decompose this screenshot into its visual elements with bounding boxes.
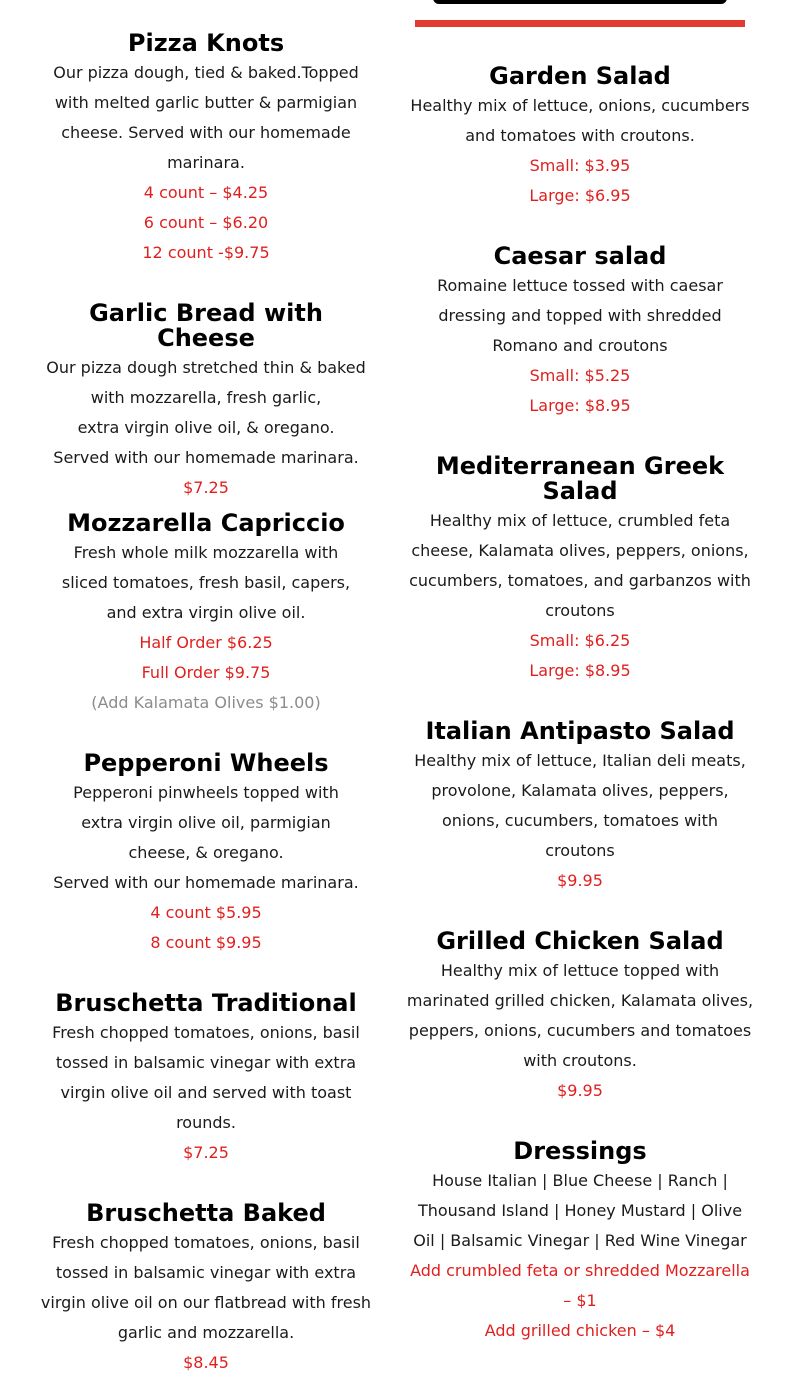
item-title: Pizza Knots [127,29,285,57]
menu-item [404,1139,756,1346]
desc-line: cheese, & oregano. [128,843,284,862]
item-description [404,746,756,866]
menu-item [404,244,756,421]
desc-line: extra virgin olive oil, & oregano. [77,418,335,437]
price-line: 4 count $5.95 [150,903,262,922]
price-line: $8.45 [183,1353,229,1372]
item-title: Dressings [513,1137,647,1165]
price-line: Add crumbled feta or shredded Mozzarella [410,1261,750,1280]
section-heading-rule [415,20,745,27]
item-prices [38,628,374,688]
item-description [38,1228,374,1348]
item-title: Italian Antipasto Salad [425,717,735,745]
item-prices [404,1076,756,1106]
price-line: Large: $6.95 [529,186,631,205]
desc-line: croutons [545,601,615,620]
item-prices [404,361,756,421]
item-prices [38,898,374,958]
item-description [404,271,756,361]
desc-line: garlic and mozzarella. [117,1323,295,1342]
menu-item [404,719,756,896]
item-description [404,506,756,626]
desc-line: Served with our homemade marinara. [53,873,359,892]
desc-line: virgin olive oil on our flatbread with fresh [40,1293,372,1312]
desc-line: House Italian | Blue Cheese | Ranch | [432,1171,728,1190]
desc-line: Pepperoni pinwheels topped with [73,783,339,802]
item-title: Bruschetta Baked [86,1199,326,1227]
desc-line: Fresh whole milk mozzarella with [73,543,339,562]
desc-line: Romano and croutons [492,336,668,355]
desc-line: Healthy mix of lettuce, Italian deli meats, [414,751,746,770]
price-line: Small: $6.25 [529,631,631,650]
item-prices [38,1138,374,1168]
item-prices [38,178,374,268]
item-title: Grilled Chicken Salad [436,927,724,955]
item-description [404,956,756,1076]
menu-item [38,31,374,268]
desc-line: and extra virgin olive oil. [106,603,306,622]
price-line: 12 count -$9.75 [142,243,270,262]
desc-line: Oil | Balsamic Vinegar | Red Wine Vinegar [413,1231,747,1250]
title-line: Salad [542,477,618,505]
desc-line: with croutons. [523,1051,637,1070]
item-prices [38,473,374,503]
desc-line: Healthy mix of lettuce topped with [440,961,720,980]
title-line: Mediterranean Greek [435,452,725,480]
desc-line: Served with our homemade marinara. [53,448,359,467]
price-line: $9.95 [557,1081,603,1100]
item-description [404,1166,756,1256]
menu-item [38,1201,374,1378]
item-prices [404,866,756,896]
section-heading-decoration [415,0,745,30]
price-line: Large: $8.95 [529,396,631,415]
item-description [38,353,374,473]
desc-line: virgin olive oil and served with toast [60,1083,352,1102]
desc-line: tossed in balsamic vinegar with extra [55,1053,357,1072]
item-addon-note: (Add Kalamata Olives $1.00) [91,693,321,712]
desc-line: with melted garlic butter & parmigian [54,93,358,112]
price-line: – $1 [563,1291,597,1310]
item-description [38,1018,374,1138]
price-line: 8 count $9.95 [150,933,262,952]
desc-line: Romaine lettuce tossed with caesar [437,276,723,295]
item-prices [404,1256,756,1346]
desc-line: extra virgin olive oil, parmigian [81,813,331,832]
menu-item [38,511,374,718]
desc-line: peppers, onions, cucumbers and tomatoes [408,1021,752,1040]
menu-item [404,64,756,211]
price-line: $9.95 [557,871,603,890]
item-description [38,538,374,628]
price-line: $7.25 [183,1143,229,1162]
item-prices [404,151,756,211]
price-line: Half Order $6.25 [139,633,273,652]
item-description [38,778,374,898]
desc-line: rounds. [176,1113,236,1132]
desc-line: cucumbers, tomatoes, and garbanzos with [409,571,751,590]
price-line: Add grilled chicken – $4 [484,1321,676,1340]
menu-item [38,301,374,503]
item-description [404,91,756,151]
item-prices [404,626,756,686]
item-title: Garden Salad [489,62,671,90]
section-heading-glyphs [433,0,727,4]
price-line: 6 count – $6.20 [143,213,269,232]
item-title [404,454,756,504]
desc-line: Healthy mix of lettuce, crumbled feta [429,511,731,530]
item-title: Caesar salad [493,242,667,270]
desc-line: provolone, Kalamata olives, peppers, [431,781,729,800]
desc-line: marinated grilled chicken, Kalamata olives, [406,991,754,1010]
desc-line: cheese, Kalamata olives, peppers, onions, [411,541,749,560]
desc-line: with mozzarella, fresh garlic, [90,388,322,407]
desc-line: Fresh chopped tomatoes, onions, basil [52,1233,360,1252]
menu-item [38,751,374,958]
desc-line: sliced tomatoes, fresh basil, capers, [61,573,351,592]
menu-item [38,991,374,1168]
desc-line: onions, cucumbers, tomatoes with [441,811,719,830]
item-description [38,58,374,178]
price-line: Small: $3.95 [529,156,631,175]
menu-item [404,454,756,686]
desc-line: croutons [545,841,615,860]
desc-line: Thousand Island | Honey Mustard | Olive [417,1201,743,1220]
price-line: Large: $8.95 [529,661,631,680]
item-prices [38,1348,374,1378]
desc-line: tossed in balsamic vinegar with extra [55,1263,357,1282]
desc-line: cheese. Served with our homemade [61,123,351,142]
desc-line: marinara. [167,153,245,172]
item-title: Garlic Bread with Cheese [89,299,323,352]
desc-line: Fresh chopped tomatoes, onions, basil [52,1023,360,1042]
price-line: Small: $5.25 [529,366,631,385]
desc-line: and tomatoes with croutons. [465,126,695,145]
item-title: Pepperoni Wheels [83,749,329,777]
desc-line: dressing and topped with shredded [438,306,722,325]
item-title: Mozzarella Capriccio [67,509,345,537]
menu-item [404,929,756,1106]
price-line: 4 count – $4.25 [143,183,269,202]
item-title: Bruschetta Traditional [55,989,357,1017]
price-line: $7.25 [183,478,229,497]
desc-line: Our pizza dough stretched thin & baked [46,358,366,377]
price-line: Full Order $9.75 [141,663,271,682]
desc-line: Healthy mix of lettuce, onions, cucumbers [410,96,750,115]
desc-line: Our pizza dough, tied & baked.Topped [53,63,359,82]
